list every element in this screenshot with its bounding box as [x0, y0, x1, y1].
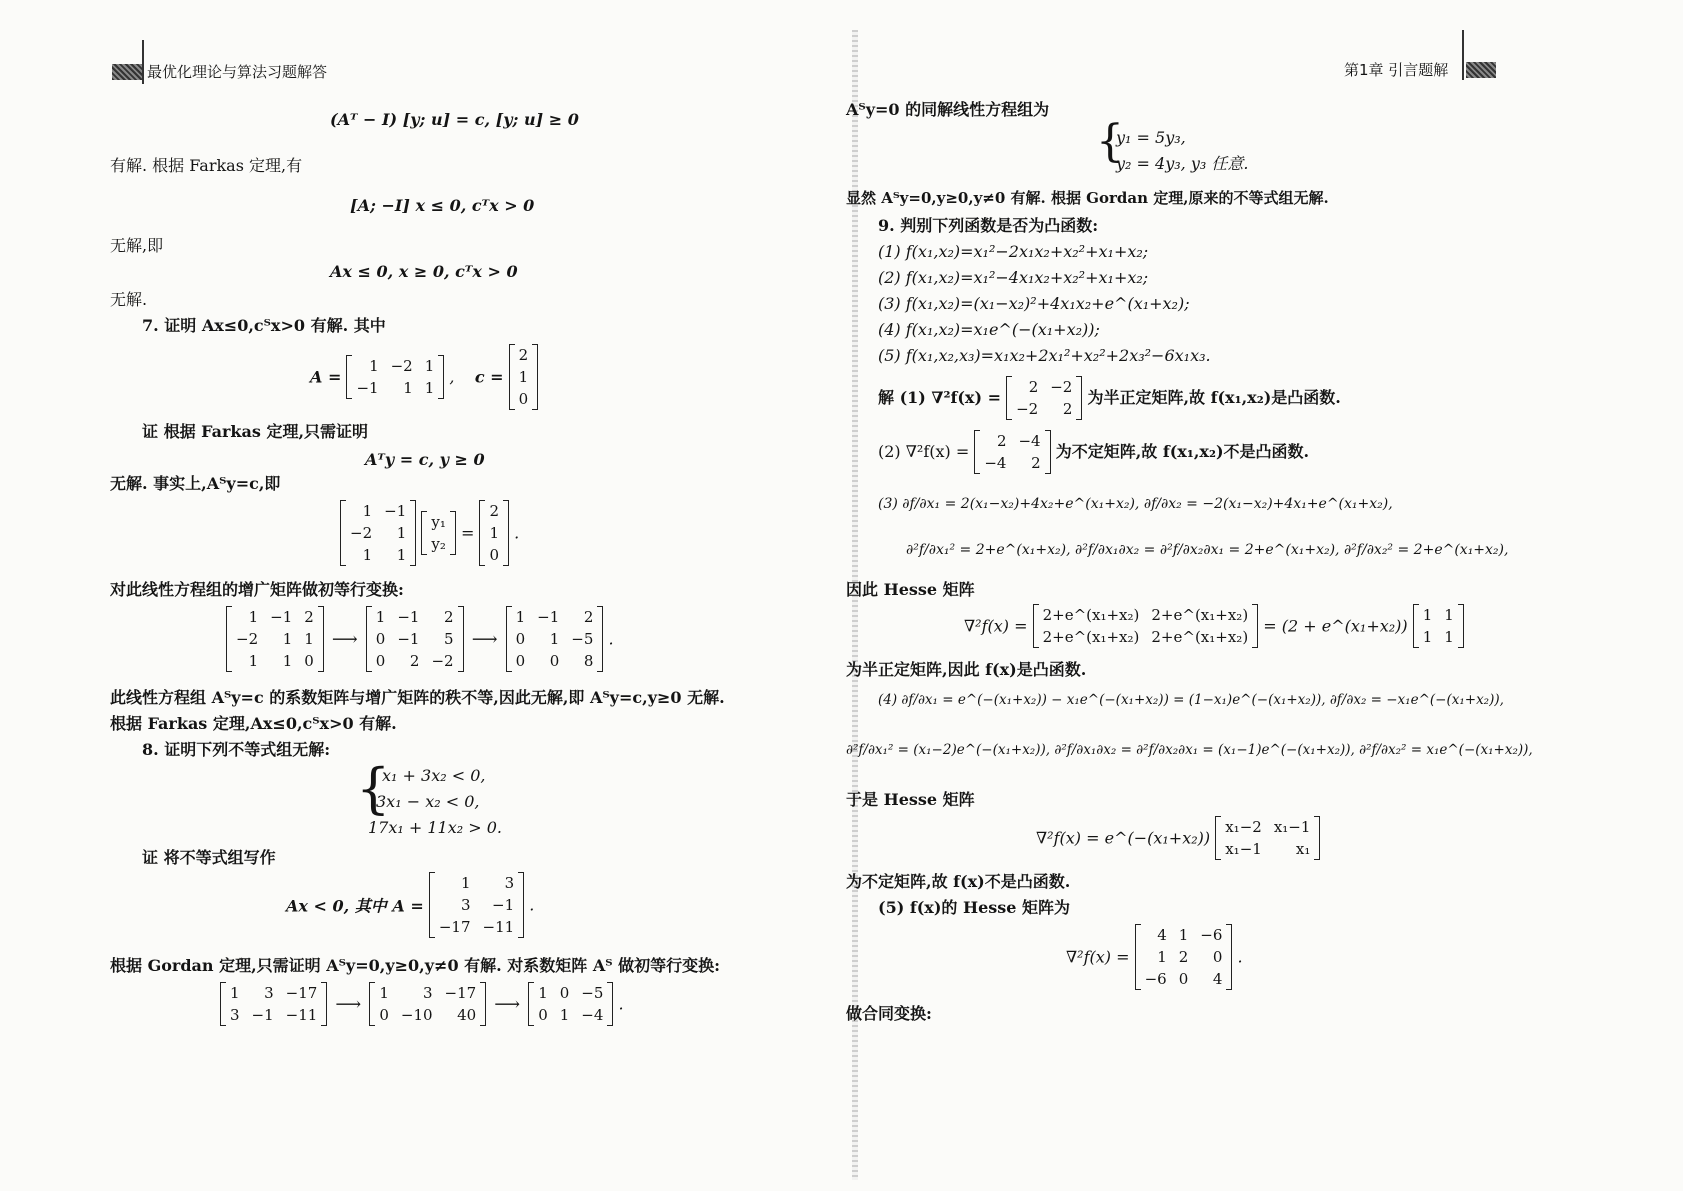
matrix-cell: 0	[375, 630, 386, 648]
matrix-row	[1037, 626, 1255, 648]
text-l4: 无解,即	[110, 236, 164, 255]
matrix-cell: −6	[1144, 970, 1167, 988]
matrix-row	[425, 533, 452, 555]
matrix-cell: x₁−1	[1225, 840, 1262, 858]
matrix-cell: 5	[444, 630, 454, 648]
matrix-cell: 3	[460, 896, 471, 914]
left-header-title: 最优化理论与算法习题解答	[147, 63, 328, 81]
sol-5-hesse-lhs: ∇²f(x) =	[1066, 947, 1130, 967]
eq-l17	[286, 872, 534, 938]
matrix-cell: 2	[1028, 378, 1039, 396]
matrix-cell: 1	[1444, 606, 1454, 624]
matrix-row	[373, 1004, 482, 1026]
matrix-c7	[509, 344, 539, 410]
matrix-cell: 3	[504, 874, 515, 892]
equals: =	[460, 523, 475, 543]
matrix-aug2	[366, 606, 464, 672]
text-r1: Aᵀy=0 的同解线性方程组为	[846, 100, 1050, 119]
text-l14: 根据 Farkas 定理,Ax≤0,cᵀx>0 有解.	[110, 714, 397, 733]
matrix-row	[532, 982, 609, 1004]
matrix-row	[1139, 946, 1229, 968]
matrix-g1	[220, 982, 327, 1026]
matrix-cell: 1	[248, 608, 259, 626]
matrix-rhs	[479, 500, 509, 566]
eq-l1	[330, 110, 579, 130]
matrix-cell: 2	[1031, 454, 1041, 472]
eq-l10: Aᵀy = c, y ≥ 0	[365, 450, 485, 469]
matrix-cell: 1	[282, 652, 293, 670]
matrix-cell: 0	[304, 652, 314, 670]
sol-4-second-derivs: ∂²f/∂x₁² = (x₁−2)e^(−(x₁+x₂)), ∂²f/∂x₁∂x₂ = ∂²f/∂x₂∂x₁ = (x₁−1)e^(−(x₁+x₂)), ∂²f/∂x₂² = x₁e^(−(x₁+x₂)),	[846, 742, 1533, 758]
sol-3-conclusion: 为半正定矩阵,因此 f(x)是凸函数.	[846, 660, 1087, 679]
matrix-cell: −5	[571, 630, 594, 648]
matrix-cell: 2	[304, 608, 314, 626]
eq-l1-text: (Aᵀ − I) [y; u] = c, [y; u] ≥ 0	[330, 110, 579, 129]
matrix-cell: −2	[236, 630, 259, 648]
matrix-cell: 1	[248, 652, 259, 670]
sys-line-3: 17x₁ + 11x₂ > 0.	[368, 818, 503, 837]
matrix-cell: 1	[559, 1006, 570, 1024]
sol-5-hesse	[1066, 924, 1243, 990]
matrix-cell: −11	[482, 918, 515, 936]
matrix-cell: 1	[403, 379, 413, 397]
sol-3-second-derivs: ∂²f/∂x₁² = 2+e^(x₁+x₂), ∂²f/∂x₁∂x₂ = ∂²f/∂x₂∂x₁ = 2+e^(x₁+x₂), ∂²f/∂x₂² = 2+e^(x₁+x₂),	[906, 542, 1509, 558]
matrix-cell: −11	[285, 1006, 318, 1024]
right-arrow-icon: ⟶	[335, 993, 362, 1015]
matrix-cell: 1	[396, 524, 407, 542]
eq-gordan-reduction	[220, 982, 624, 1026]
matrix-row	[344, 522, 412, 544]
matrix-cell: −1	[356, 379, 379, 397]
left-brace-icon: {	[356, 757, 391, 820]
sol-4-hesse-lhs: ∇²f(x) = e^(−(x₁+x₂))	[1036, 828, 1211, 848]
matrix-ones	[1413, 604, 1464, 648]
func-4: (4) f(x₁,x₂)=x₁e^(−(x₁+x₂));	[878, 320, 1100, 339]
matrix-cell: 0	[559, 984, 570, 1002]
matrix-cell: −4	[984, 454, 1007, 472]
func-2: (2) f(x₁,x₂)=x₁²−4x₁x₂+x₂²+x₁+x₂;	[878, 268, 1149, 287]
sol-2	[878, 430, 1309, 474]
matrix-cell: 2+e^(x₁+x₂)	[1042, 606, 1140, 624]
matrix-cell: 1	[282, 630, 293, 648]
matrix-cell: 0	[489, 546, 499, 564]
matrix-cell: 4	[1157, 926, 1167, 944]
right-arrow-icon: ⟶	[471, 628, 498, 650]
matrix-cell: −2	[390, 357, 413, 375]
matrix-cell: 1	[515, 608, 526, 626]
matrix-cell: −1	[397, 608, 420, 626]
matrix-cell: 0	[549, 652, 560, 670]
left-brace-icon: {	[1096, 116, 1124, 167]
right-arrow-icon: ⟶	[331, 628, 358, 650]
sys-line-2: 3x₁ − x₂ < 0,	[376, 792, 480, 811]
matrix-cell: 2+e^(x₁+x₂)	[1042, 628, 1140, 646]
matrix-a8	[429, 872, 524, 938]
sol-3-hesse-label: 因此 Hesse 矩阵	[846, 580, 975, 599]
matrix-h3	[1033, 604, 1259, 648]
matrix-cell: −10	[400, 1006, 433, 1024]
eq-l17-label: Ax < 0, 其中 A =	[286, 896, 424, 916]
sol-3-hesse-lhs: ∇²f(x) =	[964, 616, 1028, 636]
matrix-cell: −2	[350, 524, 373, 542]
text-l2: 有解. 根据 Farkas 定理,有	[110, 156, 303, 175]
comma: ,	[449, 367, 470, 387]
matrix-row	[483, 544, 505, 566]
matrix-row	[1010, 376, 1078, 398]
matrix-cell: 1	[549, 630, 560, 648]
matrix-cell: −4	[581, 1006, 604, 1024]
matrix-row	[978, 430, 1046, 452]
matrix-cell: 1	[1422, 606, 1433, 624]
matrix-cell: y₁	[431, 513, 446, 531]
matrix-cell: 4	[1212, 970, 1223, 988]
text-l12: 对此线性方程组的增广矩阵做初等行变换:	[110, 580, 404, 599]
sol-4-conclusion: 为不定矩阵,故 f(x)不是凸函数.	[846, 872, 1071, 891]
matrix-row	[344, 544, 412, 566]
matrix-cell: 0	[375, 652, 386, 670]
matrix-cell: 1	[460, 874, 471, 892]
period: .	[1237, 947, 1243, 967]
matrix-cell: 1	[369, 357, 379, 375]
matrix-cell: −17	[444, 984, 477, 1002]
func-3: (3) f(x₁,x₂)=(x₁−x₂)²+4x₁x₂+e^(x₁+x₂);	[878, 294, 1190, 313]
sol-3-hesse	[964, 604, 1464, 648]
matrix-cell: −1	[270, 608, 293, 626]
sol-4-hesse-label: 于是 Hesse 矩阵	[846, 790, 975, 809]
func-1: (1) f(x₁,x₂)=x₁²−2x₁x₂+x₂²+x₁+x₂;	[878, 242, 1149, 261]
matrix-cell: −2	[1016, 400, 1039, 418]
matrix-h4	[1215, 816, 1320, 860]
matrix-row	[1010, 398, 1078, 420]
text-l11: 无解. 事实上,Aᵀy=c,即	[110, 474, 281, 493]
matrix-cell: 1	[375, 608, 386, 626]
matrix-cell: 2	[996, 432, 1007, 450]
book-logo-icon	[1466, 62, 1496, 78]
matrix-cell: 2	[489, 502, 499, 520]
matrix-row	[1219, 816, 1316, 838]
matrix-h1	[1006, 376, 1082, 420]
book-logo-icon	[112, 64, 142, 80]
eq-l3: [A; −I] x ≤ 0, cᵀx > 0	[350, 196, 535, 215]
matrix-cell: 0	[515, 630, 526, 648]
problem-9: 9. 判别下列函数是否为凸函数:	[878, 216, 1099, 235]
sol-3-first-derivs: (3) ∂f/∂x₁ = 2(x₁−x₂)+4x₂+e^(x₁+x₂), ∂f/∂x₂ = −2(x₁−x₂)+4x₁+e^(x₁+x₂),	[878, 496, 1393, 512]
matrix-row	[513, 388, 535, 410]
sol-line-1: y₁ = 5y₃,	[1116, 128, 1186, 147]
matrix-cell: 1	[362, 502, 373, 520]
sys-line-1: x₁ + 3x₂ < 0,	[382, 766, 486, 785]
eq-row-reduction	[226, 606, 614, 672]
matrix-cell: 1	[1444, 628, 1454, 646]
matrix-cell: −17	[285, 984, 318, 1002]
text-l13: 此线性方程组 Aᵀy=c 的系数矩阵与增广矩阵的秩不等,因此无解,即 Aᵀy=c,y≥0 无解.	[110, 688, 725, 707]
matrix-row	[483, 500, 505, 522]
matrix-row	[370, 650, 460, 672]
matrix-cell: x₁	[1295, 840, 1311, 858]
matrix-cell: 2	[1062, 400, 1073, 418]
matrix-cell: 2	[518, 346, 529, 364]
sol-5-next: 做合同变换:	[846, 1004, 932, 1023]
matrix-cell: −1	[397, 630, 420, 648]
matrix-row	[510, 628, 600, 650]
matrix-cell: 0	[538, 1006, 548, 1024]
matrix-row	[370, 606, 460, 628]
matrix-cell: 1	[230, 984, 240, 1002]
sol-4-hesse	[1036, 816, 1320, 860]
matrix-row	[1139, 924, 1229, 946]
sol-line-2: y₂ = 4y₃, y₃ 任意.	[1116, 154, 1249, 173]
problem-8: 8. 证明下列不等式组无解:	[142, 740, 331, 759]
matrix-row	[370, 628, 460, 650]
matrix-row	[350, 377, 440, 399]
matrix-cell: 1	[538, 984, 548, 1002]
matrix-cell: 0	[518, 390, 529, 408]
problem-7: 7. 证明 Ax≤0,cᵀx>0 有解. 其中	[142, 316, 386, 335]
matrix-cell: 1	[304, 630, 314, 648]
matrix-h2	[974, 430, 1050, 474]
sol-1-text: 为半正定矩阵,故 f(x₁,x₂)是凸函数.	[1087, 388, 1341, 407]
sol-1-label: 解 (1) ∇²f(x) =	[878, 388, 1002, 407]
eq-l8-a-label: A =	[310, 367, 342, 387]
matrix-cell: −1	[537, 608, 560, 626]
matrix-cell: −1	[492, 896, 515, 914]
eq-l8	[310, 344, 538, 410]
matrix-row	[230, 628, 320, 650]
matrix-row	[1037, 604, 1255, 626]
matrix-cell: −4	[1018, 432, 1041, 450]
matrix-aug3	[506, 606, 604, 672]
matrix-cell: −5	[581, 984, 604, 1002]
matrix-cell: 8	[583, 652, 594, 670]
matrix-cell: x₁−2	[1225, 818, 1262, 836]
matrix-cell: −2	[1050, 378, 1073, 396]
matrix-row	[224, 1004, 323, 1026]
matrix-cell: −1	[251, 1006, 274, 1024]
matrix-row	[510, 606, 600, 628]
right-page	[846, 0, 1683, 1191]
matrix-cell: 1	[379, 984, 389, 1002]
matrix-row	[433, 894, 520, 916]
matrix-g2	[369, 982, 486, 1026]
matrix-cell: 0	[1178, 970, 1189, 988]
sol-3-hesse-factor: = (2 + e^(x₁+x₂))	[1263, 616, 1408, 636]
sol-5-label: (5) f(x)的 Hesse 矩阵为	[878, 898, 1071, 917]
matrix-aug1	[226, 606, 324, 672]
matrix-cell: 1	[424, 357, 435, 375]
matrix-g3	[528, 982, 613, 1026]
matrix-a7	[346, 355, 444, 399]
text-l18: 根据 Gordan 定理,只需证明 Aᵀy=0,y≥0,y≠0 有解. 对系数矩阵 Aᵀ 做初等行变换:	[110, 956, 721, 975]
matrix-row	[425, 511, 452, 533]
matrix-h5	[1135, 924, 1233, 990]
matrix-cell: 1	[518, 368, 529, 386]
matrix-cell: 1	[362, 546, 373, 564]
matrix-cell: −6	[1200, 926, 1223, 944]
matrix-row	[433, 916, 520, 938]
matrix-row	[513, 344, 535, 366]
proof-8-start: 证 将不等式组写作	[142, 848, 276, 867]
header-divider	[142, 40, 144, 84]
sol-2-label: (2) ∇²f(x) =	[878, 442, 970, 461]
matrix-row	[224, 982, 323, 1004]
matrix-cell: 1	[1157, 948, 1167, 966]
matrix-y12	[421, 511, 456, 555]
matrix-cell: 3	[230, 1006, 240, 1024]
eq-l5: Ax ≤ 0, x ≥ 0, cᵀx > 0	[330, 262, 518, 281]
period: .	[608, 629, 614, 649]
proof-7-start: 证 根据 Farkas 定理,只需证明	[142, 422, 369, 441]
sol-1	[878, 376, 1341, 420]
matrix-row	[373, 982, 482, 1004]
matrix-row	[1417, 604, 1460, 626]
matrix-row	[230, 606, 320, 628]
matrix-cell: 0	[515, 652, 526, 670]
matrix-cell: 1	[424, 379, 435, 397]
sol-2-text: 为不定矩阵,故 f(x₁,x₂)不是凸函数.	[1055, 442, 1310, 461]
text-l6: 无解.	[110, 290, 148, 309]
matrix-cell: 1	[1422, 628, 1433, 646]
matrix-cell: 2	[1178, 948, 1189, 966]
matrix-cell: x₁−1	[1273, 818, 1311, 836]
matrix-cell: 2	[583, 608, 594, 626]
matrix-cell: −1	[384, 502, 407, 520]
matrix-cell: 1	[489, 524, 499, 542]
header-divider	[1462, 30, 1464, 80]
matrix-at	[340, 500, 416, 566]
right-header-title: 第1章 引言题解	[1344, 61, 1449, 79]
matrix-cell: y₂	[431, 535, 446, 553]
matrix-row	[513, 366, 535, 388]
matrix-cell: 2+e^(x₁+x₂)	[1151, 606, 1249, 624]
matrix-row	[978, 452, 1046, 474]
matrix-cell: −17	[438, 918, 471, 936]
matrix-cell: 2	[444, 608, 454, 626]
matrix-cell: 40	[457, 1006, 477, 1024]
matrix-cell: 0	[379, 1006, 389, 1024]
matrix-row	[510, 650, 600, 672]
sol-4-first-derivs: (4) ∂f/∂x₁ = e^(−(x₁+x₂)) − x₁e^(−(x₁+x₂)) = (1−x₁)e^(−(x₁+x₂)), ∂f/∂x₂ = −x₁e^(−(x₁+x₂)),	[878, 692, 1504, 708]
right-arrow-icon: ⟶	[494, 993, 521, 1015]
matrix-cell: 3	[422, 984, 433, 1002]
matrix-row	[1417, 626, 1460, 648]
matrix-cell: 1	[1178, 926, 1189, 944]
matrix-cell: 1	[396, 546, 407, 564]
period: .	[514, 523, 520, 543]
matrix-cell: −2	[431, 652, 454, 670]
eq-aty	[340, 500, 519, 566]
matrix-row	[433, 872, 520, 894]
matrix-cell: 3	[264, 984, 274, 1002]
eq-l8-c-label: c =	[474, 367, 504, 387]
matrix-row	[1139, 968, 1229, 990]
matrix-cell: 0	[1212, 948, 1223, 966]
func-5: (5) f(x₁,x₂,x₃)=x₁x₂+2x₁²+x₂²+2x₃²−6x₁x₃.	[878, 346, 1211, 365]
period: .	[529, 895, 535, 915]
matrix-row	[483, 522, 505, 544]
matrix-cell: 2	[409, 652, 420, 670]
text-r3: 显然 Aᵀy=0,y≥0,y≠0 有解. 根据 Gordan 定理,原来的不等式组无解.	[846, 189, 1329, 207]
matrix-row	[532, 1004, 609, 1026]
matrix-row	[350, 355, 440, 377]
matrix-row	[230, 650, 320, 672]
period: .	[618, 994, 624, 1014]
matrix-row	[344, 500, 412, 522]
matrix-row	[1219, 838, 1316, 860]
matrix-cell: 2+e^(x₁+x₂)	[1151, 628, 1249, 646]
